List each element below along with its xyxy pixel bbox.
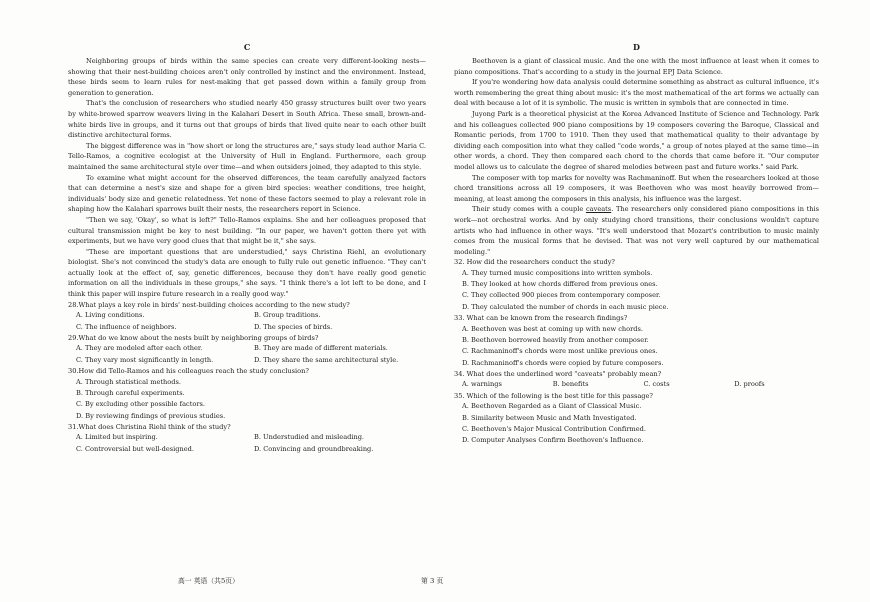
answer-options	[76, 343, 426, 366]
paragraph-text: Their study comes with a couple	[472, 205, 586, 214]
option-c: C. costs	[643, 380, 670, 389]
answer-options	[462, 324, 819, 369]
option-c: C. Beethoven's Major Musical Contribution Confirmed.	[462, 424, 646, 433]
question-stem: 34. What does the underlined word "caveats" probably mean?	[454, 369, 662, 378]
passage-paragraph: Juyong Park is a theoretical physicist at the Korea Advanced Institute of Science and Technology. Park and his colleagues collected 900 piano compositions by 19 composers covering the Baroque, Classical and Romantic periods, from 1700 to 1910. Then they used that mathematical quality to their advantage by dividing each composition into what they called "code words," a group of notes played at the same time—in other words, a chord. They then compared each chord to the chords that came before it. "Our computer model allows us to calculate the degree of shared melodies between past and future works." said Park.	[454, 109, 819, 171]
option-a: A. Through statistical methods.	[76, 377, 181, 386]
section-c-title: C	[243, 42, 251, 52]
footer-page-number: 第 3 页	[421, 577, 444, 585]
passage-paragraph: "These are important questions that are understudied," says Christina Riehl, an evolutionary biologist. She's not convinced the study's data are enough to fully rule out genetic influence. "They can't actually look at the effect of, say, genetic differences, because they don't have really good genetic information on all the individuals in these groups," she says. "I think there's a lot left to be done, and I think this paper will inspire future research in a really good way."	[68, 247, 426, 299]
option-d: D. They share the same architectural style.	[254, 355, 399, 364]
question-29	[68, 333, 426, 366]
option-c: C. Controversial but well-designed.	[76, 444, 194, 453]
question-30	[68, 366, 426, 422]
answer-options	[76, 432, 426, 455]
answer-options	[462, 401, 819, 446]
passage-paragraph: If you're wondering how data analysis could determine something as abstract as cultural influence, it's worth remembering the great thing about music: it's the most mathematical of the art forms we actually can deal with because a lot of it is symbolic. The music is written in symbols that are connected in time.	[454, 78, 819, 108]
question-stem: 33. What can be known from the research findings?	[454, 314, 628, 323]
option-b: B. Group traditions.	[254, 311, 321, 320]
footer-course-label: 高一 英语（共5页）	[178, 577, 239, 585]
option-a: A. Beethoven was best at coming up with new chords.	[462, 324, 643, 333]
option-d: D. Rachmaninoff's chords were copied by future composers.	[462, 358, 664, 367]
option-d: D. Computer Analyses Confirm Beethoven's Influence.	[462, 436, 644, 445]
option-c: C. They collected 900 pieces from contemporary composer.	[462, 291, 661, 300]
answer-options	[462, 379, 819, 390]
option-b: B. They looked at how chords differed from previous ones.	[462, 280, 658, 289]
section-d-title: D	[633, 42, 640, 52]
passage-paragraph: "Then we say, 'Okay', so what is left?" Tello-Ramos explains. She and her colleagues proposed that cultural transmission might be key to nest building. "In our paper, we haven't gotten there yet with experiments, but we have very good clues that that might be it," she says.	[68, 215, 426, 246]
option-a: A. They turned music compositions into written symbols.	[462, 268, 653, 277]
passage-paragraph: That's the conclusion of researchers who studied nearly 450 grassy structures built over two years by white-browed sparrow weavers living in the Kalahari Desert in South Africa. These small, brown-and-white birds live in groups, and it turns out that groups of birds that lived quite near to each other built distinctive architectural forms.	[68, 99, 426, 140]
question-stem: 29.What do we know about the nests built by neighboring groups of birds?	[68, 333, 319, 342]
option-a: A. warnings	[462, 380, 502, 389]
option-c: C. By excluding other possible factors.	[76, 400, 205, 409]
passage-paragraph: The biggest difference was in "how short or long the structures are," says study lead author Maria C. Tello-Ramos, a cognitive ecologist at the University of Hull in England. Furthermore, each group maintained the same architectural style over time—and when outsiders joined, they adapted to this style.	[68, 141, 426, 171]
option-c: C. The influence of neighbors.	[76, 322, 177, 331]
option-d: D. The species of birds.	[254, 322, 333, 331]
option-a: A. Living conditions.	[76, 311, 145, 320]
question-stem: 28.What plays a key role in birds' nest-building choices according to the new study?	[68, 300, 350, 309]
paragraph-text: . The researchers only considered piano compositions in this work—not orchestral works. And by only studying chord transitions, their conclusions wouldn't capture artists who had influence in other ways. "It's well understood that Mozart's contribution to music mainly comes from the musical forms that he devised. That was not very well captured by our mathematical modeling."	[454, 205, 819, 256]
passage-paragraph: To examine what might account for the observed differences, the team carefully analyzed factors that can determine a nest's size and shape for a given bird species: weather conditions, tree height, individuals' body size and genetic relatedness. Yet none of these factors seemed to play a relevant role in shaping how the Kalahari sparrows built their nests, the researchers report in Science.	[68, 173, 426, 214]
option-a: A. They are modeled after each other.	[76, 344, 203, 353]
option-d: D. By reviewing findings of previous studies.	[76, 411, 226, 420]
question-32	[454, 257, 819, 313]
option-b: B. Beethoven borrowed heavily from another composer.	[462, 335, 649, 344]
passage-paragraph: The composer with top marks for novelty was Rachmaninoff. But when the researchers looked at those chord transitions across all 19 composers, it was Beethoven who was most heavily borrowed from—meaning, at least among the composers in this analysis, his influence was the largest.	[454, 173, 819, 203]
section-c-passage	[68, 56, 426, 300]
option-a: A. Limited but inspiring.	[76, 433, 158, 442]
passage-paragraph	[454, 204, 819, 257]
underlined-word: caveats	[585, 205, 612, 214]
question-28	[68, 300, 426, 333]
option-d: D. proofs	[734, 380, 765, 389]
left-column	[68, 42, 426, 455]
question-33	[454, 313, 819, 369]
passage-paragraph: Neighboring groups of birds within the same species can create very different-looking nests—showing that their nest-building choices aren't only controlled by instinct and the environment. Instead, these birds seem to learn rules for nest-making that get passed down within a family group from generation to generation.	[68, 57, 426, 97]
passage-paragraph: Beethoven is a giant of classical music. And the one with the most influence at least when it comes to piano compositions. That's according to a study in the journal EPJ Data Science.	[454, 57, 819, 76]
option-c: C. Rachmaninoff's chords were most unlike previous ones.	[462, 347, 658, 356]
question-34	[454, 369, 819, 391]
question-31	[68, 422, 426, 455]
option-b: B. benefits	[552, 380, 589, 389]
option-c: C. They vary most significantly in length.	[76, 355, 214, 364]
question-35	[454, 391, 819, 447]
question-stem: 32. How did the researchers conduct the study?	[454, 258, 615, 267]
option-b: B. Understudied and misleading.	[254, 433, 365, 442]
answer-options	[76, 377, 426, 422]
right-column	[454, 42, 819, 447]
option-d: D. They calculated the number of chords in each music piece.	[462, 302, 669, 311]
option-b: B. Through careful experiments.	[76, 388, 185, 397]
answer-options	[462, 268, 819, 313]
question-stem: 31.What does Christina Riehl think of the study?	[68, 422, 231, 431]
option-b: B. They are made of different materials.	[254, 344, 388, 353]
section-d-passage	[454, 56, 819, 257]
question-stem: 35. Which of the following is the best title for this passage?	[454, 391, 653, 400]
option-a: A. Beethoven Regarded as a Giant of Classical Music.	[462, 402, 642, 411]
answer-options	[76, 310, 426, 333]
option-b: B. Similarity between Music and Math Investigated.	[462, 413, 637, 422]
option-d: D. Convincing and groundbreaking.	[254, 444, 374, 453]
question-stem: 30.How did Tello-Ramos and his colleagues reach the study conclusion?	[68, 367, 309, 376]
